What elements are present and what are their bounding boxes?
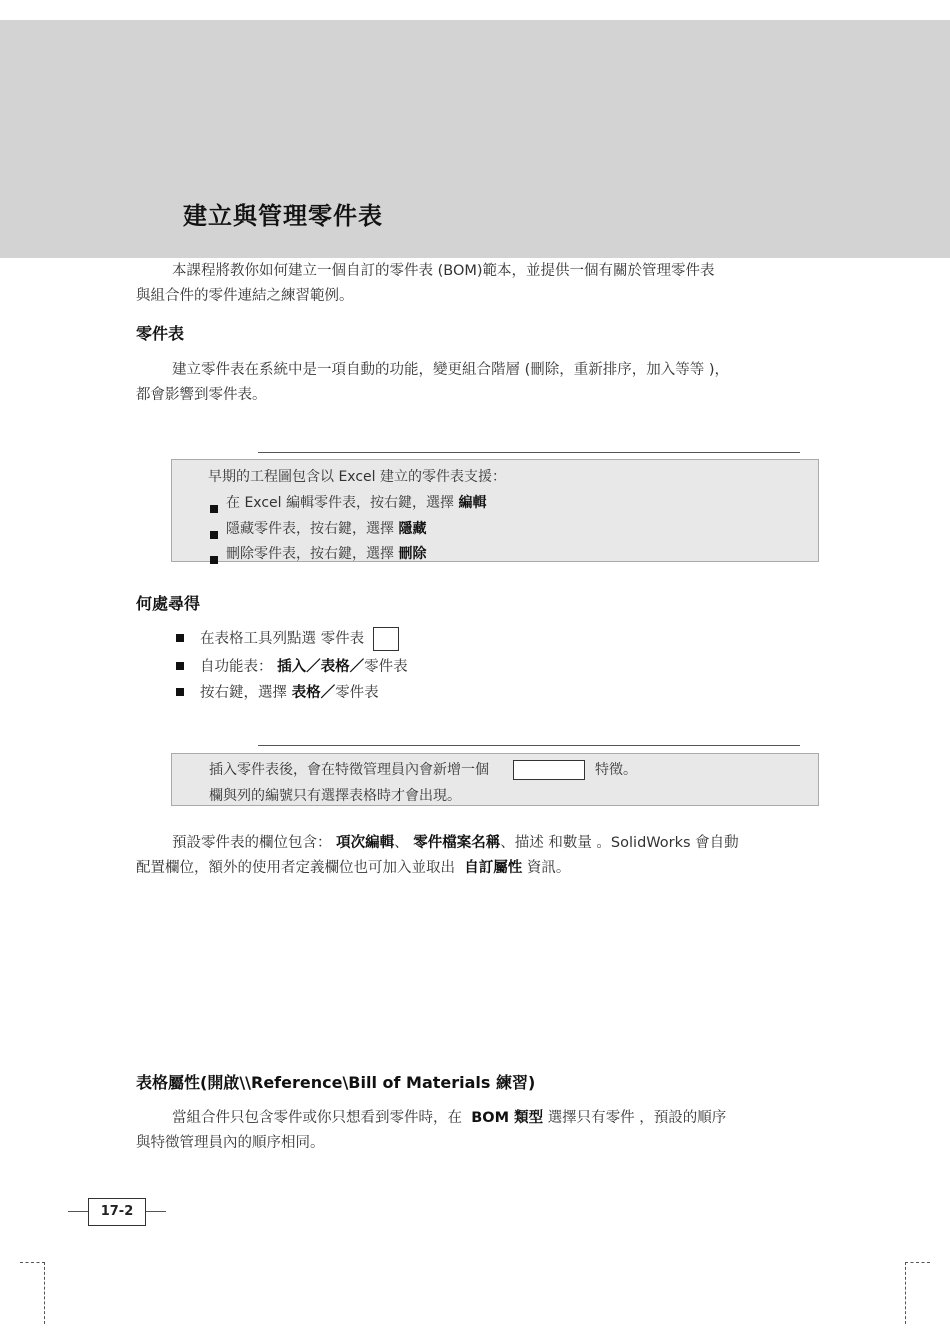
page-number: 17-2	[88, 1198, 146, 1226]
bullet-icon	[210, 531, 218, 539]
crop-mark-bottom-left-v	[44, 1262, 45, 1324]
where-item: 自功能表： 插入／表格／零件表	[176, 655, 408, 676]
bom-line-2: 都會影響到零件表。	[136, 387, 267, 403]
bom-feature-icon	[513, 760, 585, 780]
chapter-title: 建立與管理零件表	[183, 202, 383, 230]
where-item: 在表格工具列點選 零件表	[176, 627, 399, 651]
where-heading: 何處尋得	[136, 594, 201, 613]
bom-heading: 零件表	[136, 324, 185, 343]
bom-line-1: 建立零件表在系統中是一項自動的功能，變更組合階層 (刪除，重新排序，加入等等 )，	[172, 362, 730, 378]
intro-paragraph	[136, 259, 814, 309]
page-number-rule-right	[146, 1211, 166, 1212]
bullet-icon	[176, 688, 184, 696]
table-properties-heading: 表格屬性(開啟\\Reference\Bill of Materials 練習)	[136, 1073, 536, 1092]
bullet-icon	[210, 556, 218, 564]
bom-paragraph	[136, 358, 814, 408]
note-1-item: 刪除零件表，按右鍵，選擇 刪除	[210, 543, 426, 564]
chapter-header-band	[0, 20, 950, 258]
bullet-icon	[210, 505, 218, 513]
note-1-title: 早期的工程圖包含以 Excel 建立的零件表支援：	[208, 469, 506, 485]
crop-mark-bottom-left-h	[20, 1262, 45, 1263]
page-number-rule-left	[68, 1211, 88, 1212]
columns-paragraph: 預設零件表的欄位包含： 項次編輯、 零件檔案名稱、描述 和數量 。SolidWorks 會自動 配置欄位，額外的使用者定義欄位也可加入並取出 自訂屬性 資訊。	[136, 835, 739, 876]
note-2-line-2: 欄與列的編號只有選擇表格時才會出現。	[209, 788, 461, 804]
table-properties-paragraph: 當組合件只包含零件或你只想看到零件時，在 BOM 類型 選擇只有零件 ，預設的順序 與特徵管理員內的順序相同。	[136, 1110, 727, 1151]
note-1-item: 隱藏零件表，按右鍵，選擇 隱藏	[210, 518, 426, 539]
intro-line-1: 本課程將教你如何建立一個自訂的零件表 (BOM)範本，並提供一個有關於管理零件表	[172, 263, 715, 279]
note-1-item: 在 Excel 編輯零件表，按右鍵，選擇 編輯	[210, 492, 486, 513]
note-2-line-1: 插入零件表後，會在特徵管理員內會新增一個 特徵。	[209, 762, 637, 778]
bullet-icon	[176, 662, 184, 670]
crop-mark-bottom-right-v	[905, 1262, 906, 1324]
intro-line-2: 與組合件的零件連結之練習範例。	[136, 288, 354, 304]
where-item: 按右鍵，選擇 表格／零件表	[176, 681, 379, 702]
bom-toolbar-icon[interactable]	[373, 627, 399, 651]
note-1-rule	[258, 452, 800, 453]
crop-mark-bottom-right-h	[905, 1262, 930, 1263]
bullet-icon	[176, 634, 184, 642]
note-2-rule	[258, 745, 800, 746]
